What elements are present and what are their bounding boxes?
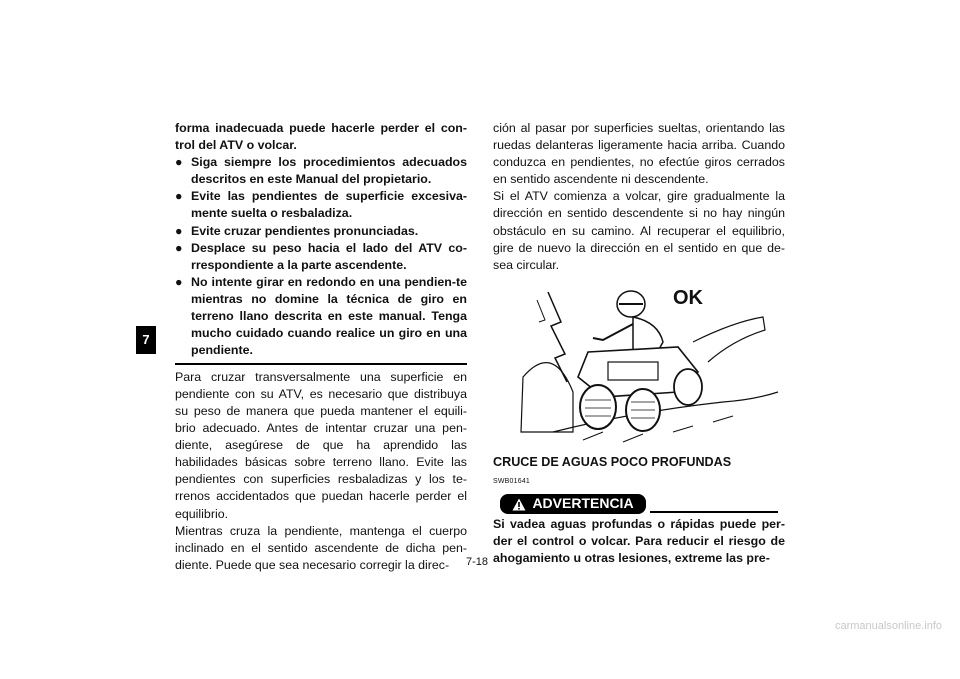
bullet-dot-icon: ● xyxy=(175,189,183,204)
atv-illustration xyxy=(493,282,785,450)
body-paragraph: Para cruzar transversalmente una superficie en pendiente con su ATV, es necesario que distribuya su peso de manera que pueda mantener el equili-brio adecuado. Antes de intentar cruzar una pen-diente, asegúrese de que ha aprendido las habilidades básicas sobre terreno llano. Evite las pendientes con superficies resbaladizas y los te-rrenos accidentados que puedan hacerle perder el equilibrio. xyxy=(175,369,467,521)
bullet-dot-icon: ● xyxy=(175,155,183,170)
left-column xyxy=(175,120,467,574)
bullet-text: Evite cruzar pendientes pronunciadas. xyxy=(191,223,419,238)
section-code: SWB01641 xyxy=(493,477,531,485)
atv-rider-icon xyxy=(493,282,785,450)
right-column xyxy=(493,120,785,567)
section-title: CRUCE DE AGUAS POCO PROFUNDAS xyxy=(493,454,732,469)
bullet-dot-icon: ● xyxy=(175,274,183,289)
footer-watermark xyxy=(0,620,960,632)
bullet-item xyxy=(175,154,467,188)
ok-label: OK xyxy=(673,286,703,309)
chapter-tab: 7 xyxy=(136,326,156,354)
page-number: 7-18 xyxy=(466,556,489,568)
bullet-dot-icon: ● xyxy=(175,223,183,238)
footer-text: carmanualsonline.info xyxy=(834,620,942,632)
warning-triangle-icon xyxy=(512,498,526,511)
warning-header xyxy=(493,492,785,516)
bullet-dot-icon: ● xyxy=(175,240,183,255)
body-paragraph: Si el ATV comienza a volcar, gire gradualmente la dirección en sentido descendente si no hay ningún obstáculo en su camino. Al recuperar el equilibrio, gire de nuevo la dirección en el sentido en que de-sea circular. xyxy=(493,189,785,272)
bullet-item xyxy=(175,223,467,240)
bullet-text: Siga siempre los procedimientos adecuados descritos en este Manual del propietario. xyxy=(191,155,467,187)
bullet-item xyxy=(175,188,467,222)
body-paragraph: Mientras cruza la pendiente, mantenga el cuerpo inclinado en el sentido ascendente de dicha pen-diente. Puede que sea necesario corregir la direc- xyxy=(175,523,467,572)
bullet-item xyxy=(175,274,467,359)
warning-text: Si vadea aguas profundas o rápidas puede per-der el control o volcar. Para reducir el riesgo de ahogamiento u otras lesiones, extreme las pre- xyxy=(493,517,785,566)
body-paragraph: ción al pasar por superficies sueltas, orientando las ruedas delanteras ligeramente hacia arriba. Cuando conduzca en pendientes, no efectúe giros cerrados en sentido ascendente ni descendente. xyxy=(493,121,785,187)
warning-badge xyxy=(500,494,646,514)
bullet-text: Desplace su peso hacia el lado del ATV co-rrespondiente a la parte ascendente. xyxy=(191,240,467,272)
bullet-text: Evite las pendientes de superficie excesiva-mente suelta o resbaladiza. xyxy=(191,189,467,221)
warning-rule xyxy=(650,511,778,513)
warning-label: ADVERTENCIA xyxy=(532,495,634,512)
intro-warning-text: forma inadecuada puede hacerle perder el con-trol del ATV o volcar. xyxy=(175,121,467,153)
warning-end-rule xyxy=(175,363,467,365)
bullet-item xyxy=(175,240,467,274)
bullet-text: No intente girar en redondo en una pendien-te mientras no domine la técnica de giro en terreno llano descrita en este manual. Tenga mucho cuidado cuando realice un giro en una pendiente. xyxy=(191,274,467,358)
